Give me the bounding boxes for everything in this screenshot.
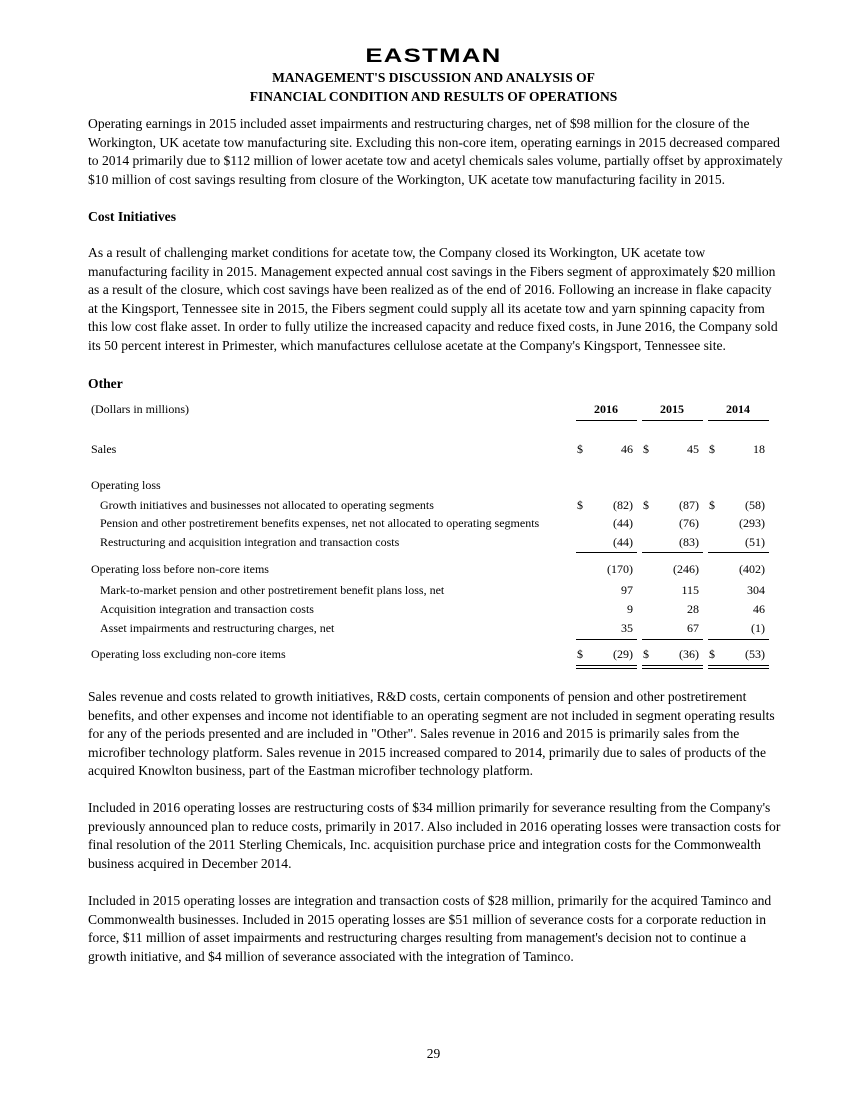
row-label-pension-benefits: Pension and other postretirement benefits expenses, net not allocated to operating segments (100, 516, 540, 530)
table-cell: (51) (745, 535, 765, 549)
table-cell: (293) (739, 516, 765, 530)
paragraph-2016-operating-losses: Included in 2016 operating losses are restructuring costs of $34 million primarily for severance resulting from the Company's previously announced plan to reduce costs, primarily in 2017. Also included in 2016 operating losses were transaction costs for final resolution of the 2011 Sterling Chemicals, Inc. acquisition purchase price and integration costs for the Commonwealth business acquired in December 2014. (88, 800, 781, 871)
subtotal-rule-2014 (708, 552, 769, 553)
table-currency-sign: $ (709, 498, 715, 512)
double-rule-bottom-2015 (642, 668, 703, 669)
table-cell: 9 (627, 602, 633, 616)
row-label-growth-initiatives: Growth initiatives and businesses not allocated to operating segments (100, 498, 434, 512)
table-cell: 28 (687, 602, 699, 616)
header-rule-2016 (576, 420, 637, 421)
double-rule-top-2014 (708, 665, 769, 666)
subtotal-rule-2016 (576, 552, 637, 553)
row-label-operating-loss: Operating loss (91, 478, 161, 492)
paragraph-sales-revenue: Sales revenue and costs related to growth initiatives, R&D costs, certain components of pension and other postretirement benefits, and other expenses and income not identifiable to an operating segment are not included in segment operating results for any of the periods presented and are included in "Other". Sales revenue in 2016 and 2015 is primarily sales from the microfiber technology platform. Sales revenue in 2015 increased compared to 2014, primarily due to sales of products of the acquired Knowlton business, part of the Eastman microfiber technology platform. (88, 689, 775, 778)
table-cell: (44) (613, 516, 633, 530)
table-cell: (44) (613, 535, 633, 549)
table-cell: (402) (739, 562, 765, 576)
double-rule-bottom-2016 (576, 668, 637, 669)
table-cell: 97 (621, 583, 633, 597)
table-cell: 67 (687, 621, 699, 635)
column-header-2015: 2015 (660, 402, 684, 416)
header-rule-2014 (708, 420, 769, 421)
section-heading-other: Other (88, 376, 123, 391)
table-cell: (82) (613, 498, 633, 512)
double-rule-top-2016 (576, 665, 637, 666)
table-cell: (87) (679, 498, 699, 512)
row-label-restructuring-acquisition: Restructuring and acquisition integration and transaction costs (100, 535, 400, 549)
table-currency-sign: $ (643, 498, 649, 512)
table-cell: 45 (687, 442, 699, 456)
table-currency-sign: $ (577, 442, 583, 456)
column-header-2014: 2014 (726, 402, 750, 416)
table-cell: (76) (679, 516, 699, 530)
table-currency-sign: $ (577, 647, 583, 661)
table-currency-sign: $ (709, 647, 715, 661)
table-cell: 115 (681, 583, 699, 597)
table-cell: (29) (613, 647, 633, 661)
table-cell: (36) (679, 647, 699, 661)
total-rule-2016 (576, 639, 637, 640)
page-title-line1: MANAGEMENT'S DISCUSSION AND ANALYSIS OF (272, 70, 595, 85)
table-unit-label: (Dollars in millions) (91, 402, 189, 416)
row-label-mark-to-market: Mark-to-market pension and other postretirement benefit plans loss, net (100, 583, 445, 597)
row-label-operating-loss-before-non-core: Operating loss before non-core items (91, 562, 269, 576)
table-currency-sign: $ (643, 442, 649, 456)
row-label-sales: Sales (91, 442, 117, 456)
page-number: 29 (426, 1046, 441, 1061)
table-cell: 18 (753, 442, 765, 456)
total-rule-2014 (708, 639, 769, 640)
double-rule-bottom-2014 (708, 668, 769, 669)
table-cell: 304 (747, 583, 765, 597)
eastman-logo: EASTMAN (365, 46, 502, 67)
subtotal-rule-2015 (642, 552, 703, 553)
section-heading-cost-initiatives: Cost Initiatives (88, 209, 176, 224)
table-cell: (83) (679, 535, 699, 549)
total-rule-2015 (642, 639, 703, 640)
table-cell: (1) (751, 621, 765, 635)
page-title-line2: FINANCIAL CONDITION AND RESULTS OF OPERATIONS (249, 89, 618, 104)
header-rule-2015 (642, 420, 703, 421)
table-cell: 46 (753, 602, 765, 616)
table-currency-sign: $ (643, 647, 649, 661)
paragraph-cost-initiatives: As a result of challenging market conditions for acetate tow, the Company closed its Workington, UK acetate tow manufacturing facility in 2015. Management expected annual cost savings in the Fibers segment of approximately $20 million as a result of the closure, which cost savings have been realized as of the end of 2016. Following an increase in flake capacity at the Kingsport, Tennessee site in 2015, the Fibers segment could supply all its acetate tow and yarn spinning capacity from this low cost flake asset. In order to fully utilize the increased capacity and reduce fixed costs, in June 2016, the Company sold its 50 percent interest in Primester, which manufactures cellulose acetate at the Company's Kingsport, Tennessee site. (88, 245, 778, 353)
table-currency-sign: $ (577, 498, 583, 512)
column-header-2016: 2016 (594, 402, 618, 416)
double-rule-top-2015 (642, 665, 703, 666)
table-currency-sign: $ (709, 442, 715, 456)
paragraph-2015-operating-losses: Included in 2015 operating losses are integration and transaction costs of $28 million, primarily for the acquired Taminco and Commonwealth businesses. Included in 2015 operating losses are $51 million of severance costs for a corporate reduction in force, $11 million of asset impairments and restructuring charges resulting from management's decision not to continue a growth initiative, and $4 million of severance associated with the integration of Taminco. (88, 893, 772, 964)
table-cell: 35 (621, 621, 633, 635)
table-cell: (53) (745, 647, 765, 661)
row-label-operating-loss-excluding-non-core: Operating loss excluding non-core items (91, 647, 286, 661)
table-cell: 46 (621, 442, 633, 456)
row-label-asset-impairments: Asset impairments and restructuring charges, net (100, 621, 335, 635)
table-cell: (246) (673, 562, 699, 576)
row-label-acquisition-integration: Acquisition integration and transaction costs (100, 602, 314, 616)
paragraph-operating-earnings: Operating earnings in 2015 included asset impairments and restructuring charges, net of $98 million for the closure of the Workington, UK acetate tow manufacturing site. Excluding this non-core item, operating earnings in 2015 decreased compared to 2014 primarily due to $112 million of lower acetate tow and acetyl chemicals sales volume, partially offset by approximately $10 million of cost savings resulting from closure of the Workington, UK acetate tow manufacturing facility in 2015. (88, 116, 783, 187)
table-cell: (58) (745, 498, 765, 512)
table-cell: (170) (607, 562, 633, 576)
